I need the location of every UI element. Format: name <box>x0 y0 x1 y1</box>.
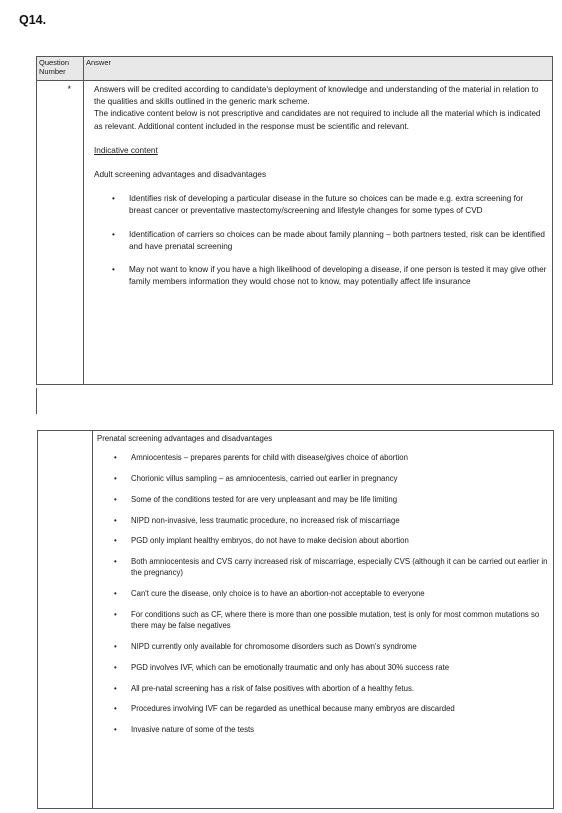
list-item-text: Identifies risk of developing a particular disease in the future so choices can be made e.g. extra screening for breast cancer or preventative mastectomy/screening and lifestyle changes for some types of CVD <box>129 194 524 216</box>
list-item-text: For conditions such as CF, where there is more than one possible mutation, test is only for most common mutations so there may be false negatives <box>131 609 540 631</box>
list-item-text: PGD only implant healthy embryos, do not have to make decision about abortion <box>131 536 409 546</box>
bullet-icon: • <box>114 453 117 463</box>
list-item-text: Identification of carriers so choices can be made about family planning – both partners tested, risk can be identified and have prenatal screening <box>129 229 545 251</box>
table-header-row <box>37 57 553 81</box>
list-item-text: Some of the conditions tested for are very unpleasant and may be life limiting <box>131 494 398 504</box>
list-item-text: NIPD currently only available for chromosome disorders such as Down's syndrome <box>131 641 417 651</box>
list-item <box>94 229 548 253</box>
star-marker: * <box>37 81 84 385</box>
bullet-icon: • <box>114 641 117 651</box>
question-number-header: Question Number <box>37 57 84 81</box>
mark-scheme-continuation-table <box>37 430 554 809</box>
list-item <box>97 609 549 631</box>
list-item <box>97 724 549 735</box>
prenatal-screening-heading: Prenatal screening advantages and disadvantages <box>97 434 273 443</box>
list-item <box>97 703 549 714</box>
answer-cell <box>84 81 553 385</box>
bullet-icon: • <box>114 704 117 714</box>
table-border-stub <box>36 388 37 414</box>
bullet-icon: • <box>112 265 115 275</box>
bullet-icon: • <box>114 494 117 504</box>
table-row <box>38 431 554 809</box>
list-item-text: Amniocentesis – prepares parents for child with disease/gives choice of abortion <box>131 453 408 463</box>
intro-text-2: The indicative content below is not prescriptive and candidates are not required to include all the material which is indicated as relevant. Additional content included in the response must be scientific and relevant. <box>94 109 541 131</box>
list-item-text: All pre-natal screening has a risk of false positives with abortion of a healthy fetus. <box>131 683 415 693</box>
list-item <box>97 515 549 526</box>
list-item-text: Can't cure the disease, only choice is to have an abortion-not acceptable to everyone <box>131 589 425 599</box>
list-item <box>97 494 549 505</box>
table-row <box>37 81 553 385</box>
answer-cell <box>93 431 554 809</box>
list-item <box>97 641 549 652</box>
list-item <box>97 535 549 546</box>
question-number: Q14. <box>19 13 47 27</box>
list-item <box>97 556 549 578</box>
list-item <box>97 452 549 463</box>
bullet-icon: • <box>114 589 117 599</box>
bullet-icon: • <box>112 194 115 204</box>
list-item-text: Invasive nature of some of the tests <box>131 725 255 735</box>
answer-header: Answer <box>84 57 553 81</box>
list-item <box>97 683 549 694</box>
list-item <box>97 662 549 673</box>
list-item-text: PGD involves IVF, which can be emotionally traumatic and only has about 30% success rate <box>131 662 450 672</box>
bullet-icon: • <box>114 536 117 546</box>
bullet-icon: • <box>114 557 117 567</box>
intro-text: Answers will be credited according to candidate's deployment of knowledge and understanding of the material in relation to the qualities and skills outlined in the generic mark scheme. <box>94 85 539 107</box>
list-item-text: May not want to know if you have a high likelihood of developing a disease, if one person is tested it may give other family members information they would chose not to know, may potentially affect life insurance <box>129 265 547 287</box>
question-number-cell <box>38 431 93 809</box>
list-item <box>97 473 549 484</box>
bullet-icon: • <box>114 515 117 525</box>
prenatal-screening-list <box>97 452 549 735</box>
bullet-icon: • <box>114 725 117 735</box>
list-item-text: NIPD non-invasive, less traumatic procedure, no increased risk of miscarriage <box>131 515 400 525</box>
adult-screening-list <box>94 193 548 288</box>
bullet-icon: • <box>114 609 117 619</box>
list-item <box>97 588 549 599</box>
list-item-text: Both amniocentesis and CVS carry increased risk of miscarriage, especially CVS (although it can be carried out earlier in the pregnancy) <box>131 557 548 578</box>
intro-paragraph <box>94 84 548 133</box>
bullet-icon: • <box>114 662 117 672</box>
indicative-content-heading: Indicative content <box>94 145 158 155</box>
adult-screening-heading: Adult screening advantages and disadvantages <box>94 170 267 180</box>
bullet-icon: • <box>114 474 117 483</box>
list-item-text: Chorionic villus sampling – as amniocentesis, carried out earlier in pregnancy <box>131 474 398 483</box>
list-item-text: Procedures involving IVF can be regarded as unethical because many embryos are discarded <box>131 704 455 714</box>
list-item <box>94 264 548 288</box>
mark-scheme-table <box>36 56 553 385</box>
bullet-icon: • <box>112 229 115 239</box>
list-item <box>94 193 548 217</box>
bullet-icon: • <box>114 683 117 693</box>
